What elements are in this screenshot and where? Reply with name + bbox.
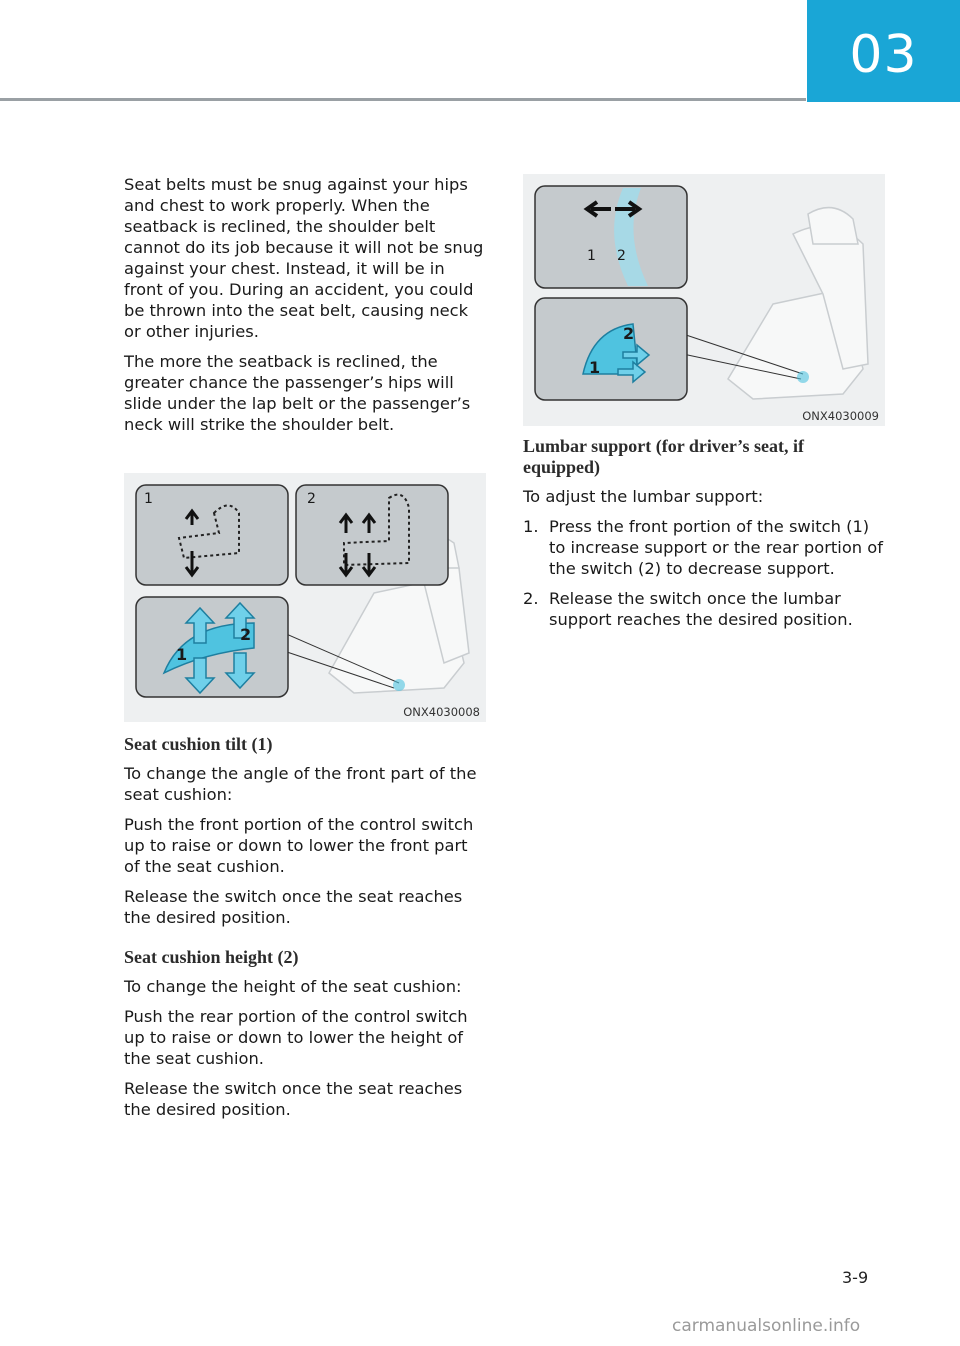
step-text: Release the switch once the lumbar support reaches the desired position. (549, 589, 853, 629)
paragraph-recline-warning: The more the seatback is reclined, the greater chance the passenger’s hips will slide under the lap belt or the passenger’s neck will strike the shoulder belt. (124, 352, 471, 434)
paragraph-tilt-intro: To change the angle of the front part of the seat cushion: (124, 764, 477, 804)
paragraph-height-release: Release the switch once the seat reaches the desired position. (124, 1079, 463, 1119)
paragraph-tilt-release: Release the switch once the seat reaches the desired position. (124, 887, 463, 927)
figure-label-2: 2 (307, 491, 316, 507)
figure-switch-label-1: 1 (176, 645, 188, 664)
chapter-tab (807, 0, 960, 102)
seat-cushion-illustration (124, 473, 486, 722)
heading-seat-cushion-height: Seat cushion height (2) (124, 947, 299, 967)
figure-switch-label-2: 2 (240, 625, 252, 644)
page-number: 3-9 (842, 1268, 869, 1287)
chapter-number: 03 (849, 25, 918, 85)
figure-label-1: 1 (144, 491, 153, 507)
watermark[interactable]: carmanualsonline.info (672, 1316, 861, 1336)
figure-switch-label-1: 1 (589, 358, 601, 377)
heading-seat-cushion-tilt: Seat cushion tilt (1) (124, 734, 273, 754)
figure-lumbar (523, 174, 885, 426)
paragraph-seatbelt-snug: Seat belts must be snug against your hips and chest to work properly. When the seatback is reclined, the shoulder belt cannot do its job because it will not be snug against your chest. Instead, it will be in front of you. During an accident, you could be thrown into the seat belt, causing neck or other injuries. (124, 175, 484, 341)
lumbar-illustration (523, 174, 885, 426)
figure-code: ONX4030009 (802, 409, 879, 423)
left-column (124, 174, 488, 444)
right-column-lower (523, 436, 887, 639)
figure-label-1: 1 (587, 248, 596, 264)
figure-code: ONX4030008 (403, 705, 480, 719)
paragraph-height-intro: To change the height of the seat cushion: (124, 977, 462, 996)
lumbar-steps-list (523, 516, 887, 630)
figure-switch-label-2: 2 (623, 324, 635, 343)
figure-seat-cushion (124, 473, 486, 722)
list-item (523, 516, 887, 579)
header-rule (0, 98, 806, 101)
step-number: 2. (523, 589, 539, 608)
left-column-lower (124, 734, 488, 1129)
step-number: 1. (523, 517, 539, 536)
paragraph-lumbar-intro: To adjust the lumbar support: (523, 487, 764, 506)
step-text: Press the front portion of the switch (1) to increase support or the rear portion of the switch (2) to decrease support. (549, 517, 883, 578)
figure-label-2: 2 (617, 248, 626, 264)
paragraph-height-push: Push the rear portion of the control switch up to raise or down to lower the height of the seat cushion. (124, 1007, 468, 1068)
paragraph-tilt-push: Push the front portion of the control switch up to raise or down to lower the front part of the seat cushion. (124, 815, 474, 876)
list-item (523, 588, 887, 630)
heading-lumbar-support: Lumbar support (for driver’s seat, if equipped) (523, 436, 804, 477)
